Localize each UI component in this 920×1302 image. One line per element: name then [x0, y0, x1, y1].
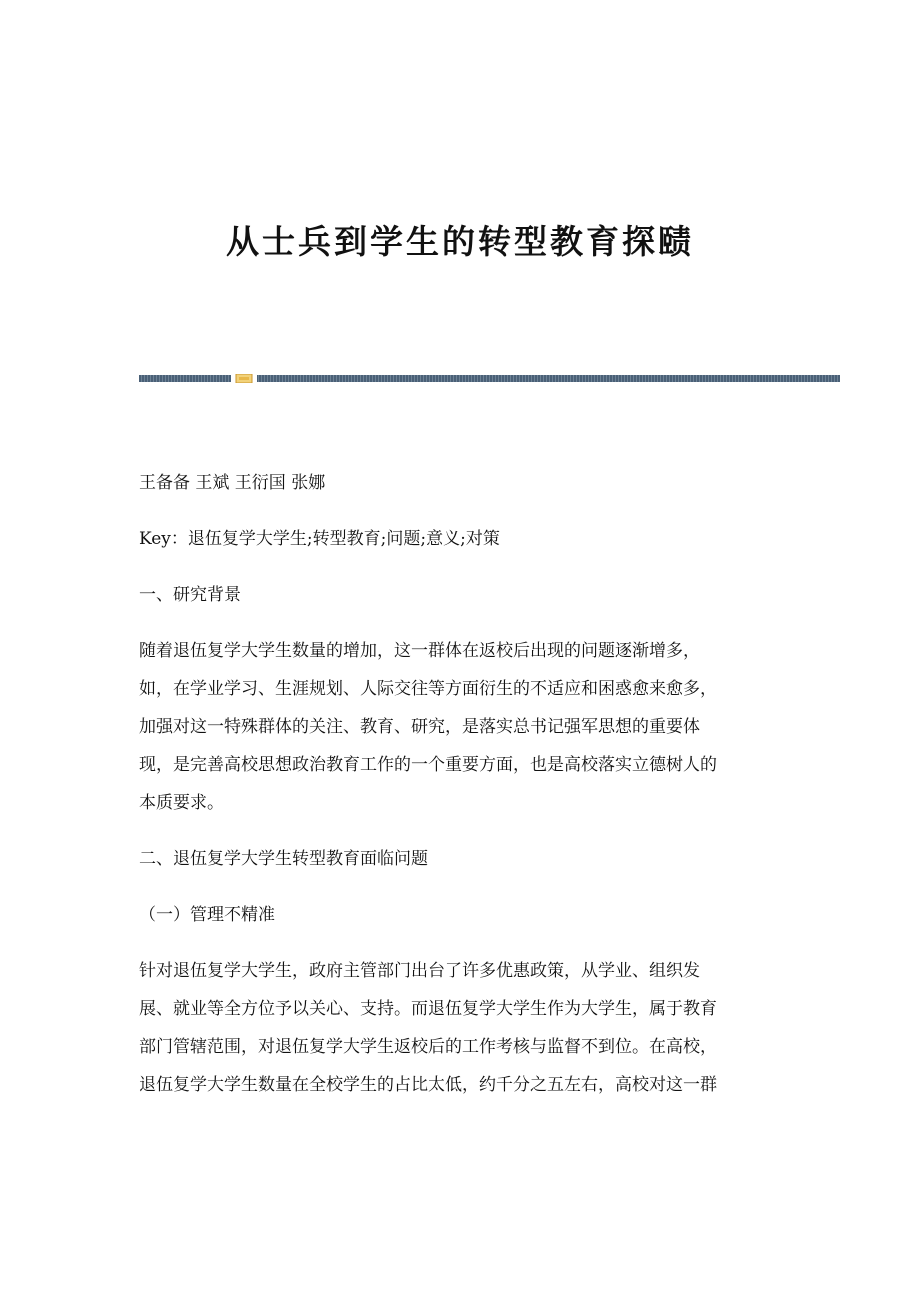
authors-line: 王备备 王斌 王衍国 张娜	[139, 473, 326, 493]
subsection-heading-management: （一）管理不精准	[139, 905, 275, 925]
divider-ornament-icon	[139, 374, 840, 383]
paragraph-background	[139, 632, 769, 822]
paragraph-line: 随着退伍复学大学生数量的增加，这一群体在返校后出现的问题逐渐增多，	[139, 641, 700, 661]
keywords-line: Key：退伍复学大学生;转型教育;问题;意义;对策	[139, 529, 500, 549]
paragraph-line: 如，在学业学习、生涯规划、人际交往等方面衍生的不适应和困惑愈来愈多，	[139, 679, 717, 699]
document-title: 从士兵到学生的转型教育探赜	[226, 222, 694, 261]
document-body	[139, 464, 779, 1122]
paragraph-line: 加强对这一特殊群体的关注、教育、研究，是落实总书记强军思想的重要体	[139, 717, 700, 737]
paragraph-line: 展、就业等全方位予以关心、支持。而退伍复学大学生作为大学生，属于教育	[139, 999, 717, 1019]
paragraph-line: 退伍复学大学生数量在全校学生的占比太低，约千分之五左右，高校对这一群	[139, 1075, 717, 1095]
paragraph-line: 针对退伍复学大学生，政府主管部门出台了许多优惠政策，从学业、组织发	[139, 961, 700, 981]
section-heading-problems: 二、退伍复学大学生转型教育面临问题	[139, 849, 428, 869]
paragraph-line: 现，是完善高校思想政治教育工作的一个重要方面，也是高校落实立德树人的	[139, 755, 717, 775]
paragraph-line: 部门管辖范围，对退伍复学大学生返校后的工作考核与监督不到位。在高校，	[139, 1037, 717, 1057]
title-divider	[139, 374, 840, 383]
paragraph-line: 本质要求。	[139, 793, 224, 813]
section-heading-background: 一、研究背景	[139, 585, 241, 605]
paragraph-management	[139, 952, 769, 1104]
